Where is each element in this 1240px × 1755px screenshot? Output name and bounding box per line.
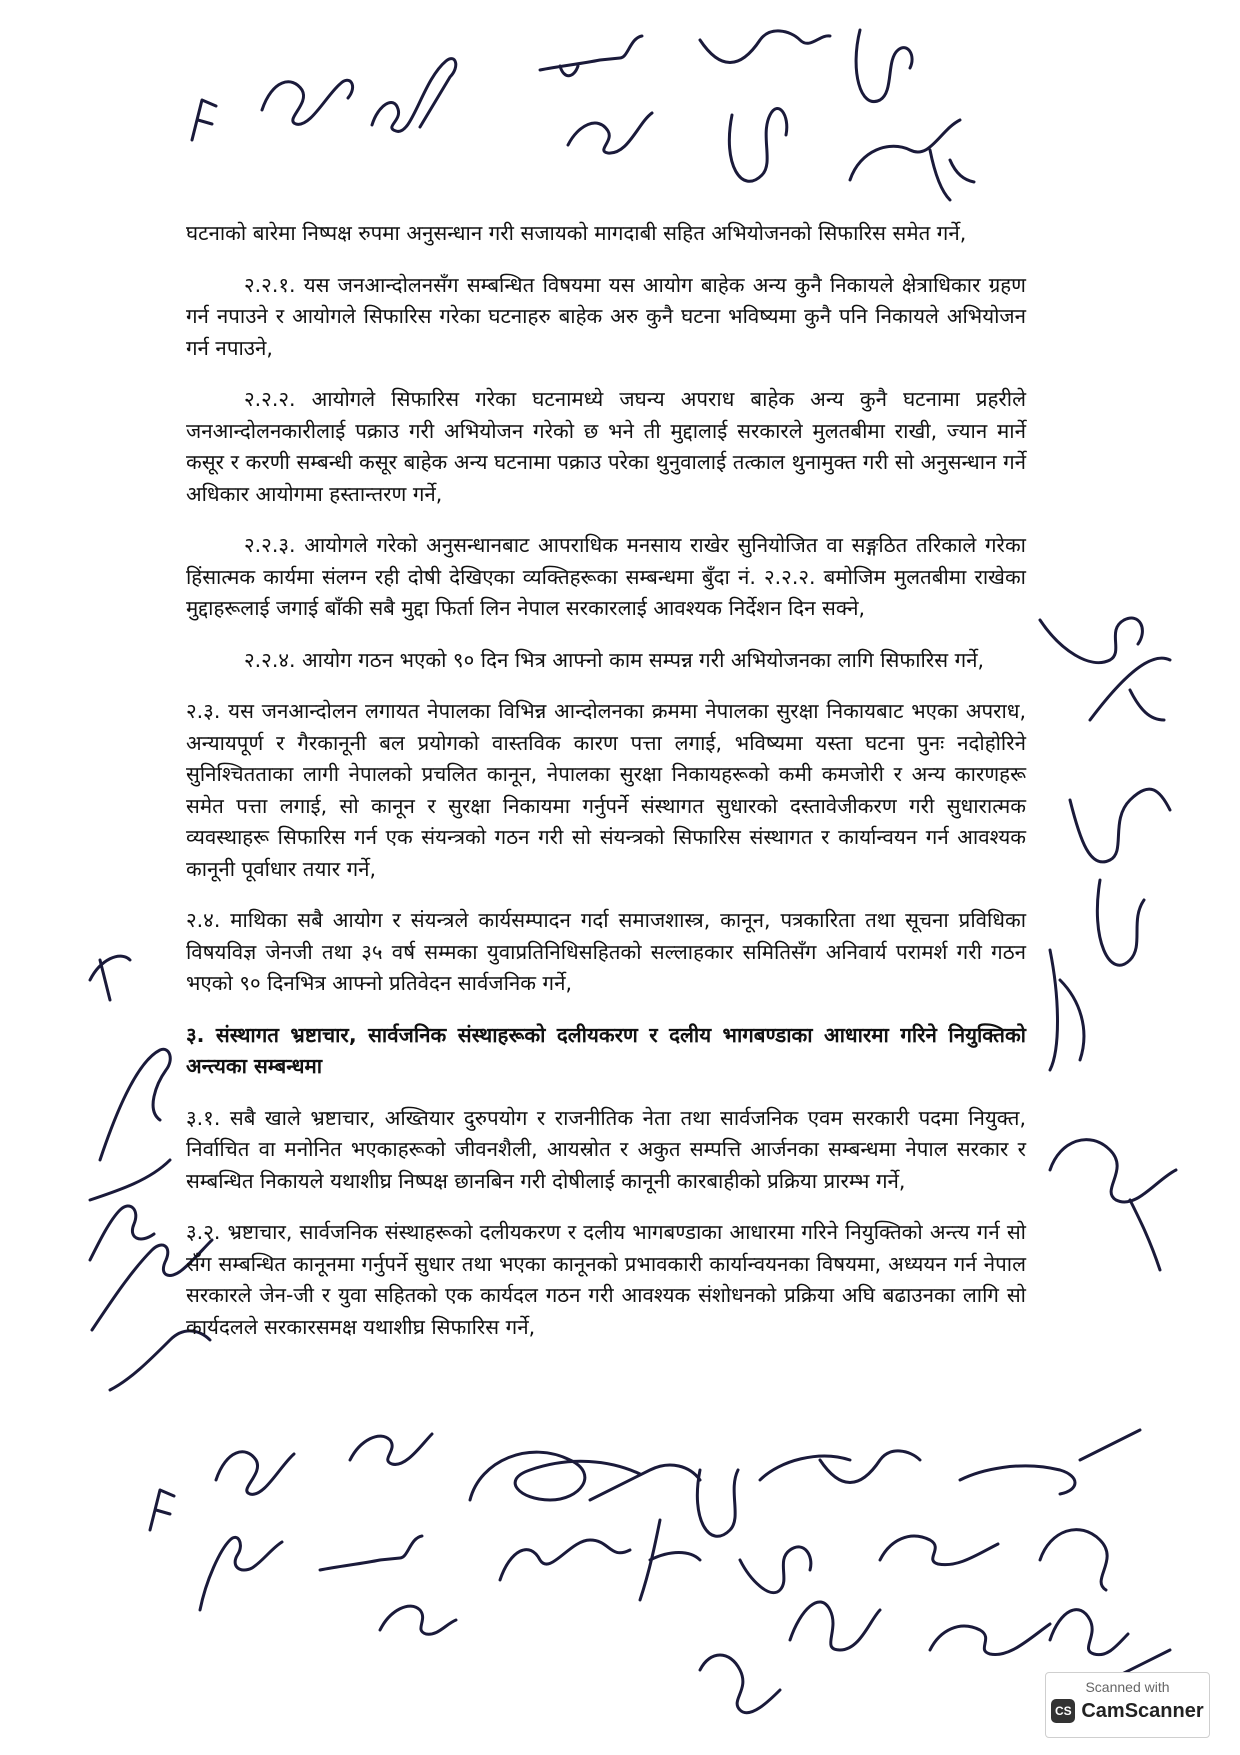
paragraph-3-2: ३.२. भ्रष्टाचार, सार्वजनिक संस्थाहरूको दलीयकरण र दलीय भागबण्डाका आधारमा गरिने नियुक्तिको अन्त्य गर्न सो सँग सम्बन्धित कानूनमा गर्नुपर्ने सुधार तथा भएका कानूनको प्रभावकारी कार्यान्वयनका विषयमा, अध्ययन गर्न नेपाल सरकारले जेन-जी र युवा सहितको एक कार्यदल गठन गरी आवश्यक संशोधनको प्रक्रिया अघि बढाउनका लागि सो कार्यदलले सरकारसमक्ष यथाशीघ्र सिफारिस गर्ने, xyxy=(186,1220,1026,1339)
signature-bottom-3 xyxy=(470,1452,700,1580)
signature-top-5 xyxy=(850,30,974,200)
signature-bottom-4 xyxy=(640,1470,780,1713)
signature-top-3 xyxy=(540,36,652,153)
signature-bottom-5 xyxy=(740,1451,920,1650)
signature-top-4 xyxy=(700,31,830,181)
paragraph-2-2-3: २.२.३. आयोगले गरेको अनुसन्धानबाट आपराधिक मनसाय राखेर सुनियोजित वा सङ्गठित तरिकाले गरेका हिंसात्मक कार्यमा संलग्न रही दोषी देखिएका व्यक्तिहरूका सम्बन्धमा बुँदा नं. २.२.२. बमोजिम मुलतबीमा राखेका मुद्दाहरूलाई जगाई बाँकी सबै मुद्दा फिर्ता लिन नेपाल सरकारलाई आवश्यक निर्देशन दिन सक्ने, xyxy=(186,533,1026,620)
paragraph-continuation: घटनाको बारेमा निष्पक्ष रुपमा अनुसन्धान गरी सजायको मागदाबी सहित अभियोजनको सिफारिस समेत गर्ने, xyxy=(186,221,967,245)
paragraph-3-1: ३.१. सबै खाले भ्रष्टाचार, अख्तियार दुरुपयोग र राजनीतिक नेता तथा सार्वजनिक एवम सरकारी पदमा नियुक्त, निर्वाचित वा मनोनित भएकाहरूको जीवनशैली, आयस्रोत र अकुत सम्पत्ति आर्जनका सम्बन्धमा नेपाल सरकार र सम्बन्धित निकायले यथाशीघ्र निष्पक्ष छानबिन गरी दोषीलाई कानूनी कारबाहीको प्रक्रिया प्रारम्भ गर्ने, xyxy=(186,1105,1026,1193)
camscanner-badge xyxy=(1045,1672,1210,1738)
camscanner-brand-name: CamScanner xyxy=(1081,1699,1204,1722)
paragraph-2-2-2: २.२.२. आयोगले सिफारिस गरेका घटनामध्ये जघन्य अपराध बाहेक अन्य कुनै घटनामा प्रहरीले जनआन्दोलनकारीलाई पक्राउ गरी अभियोजन गरेको छ भने ती मुद्दालाई सरकारले मुलतबीमा राखी, ज्यान मार्ने कसूर र करणी सम्बन्धी कसूर बाहेक अन्य घटनामा पक्राउ परेका थुनुवालाई तत्काल थुनामुक्त गरी सो अनुसन्धान गर्ने अधिकार आयोगमा हस्तान्तरण गर्ने, xyxy=(186,387,1026,506)
signature-top-1 xyxy=(192,80,353,140)
signature-right-2 xyxy=(1050,789,1170,1070)
scanned-with-label: Scanned with xyxy=(1085,1679,1170,1695)
signature-bottom-1 xyxy=(150,1452,294,1610)
signature-right-1 xyxy=(1040,618,1170,720)
signature-bottom-2 xyxy=(320,1434,456,1634)
document-body xyxy=(186,218,1026,1363)
paragraph-2-2-4: २.२.४. आयोग गठन भएको ९० दिन भित्र आफ्नो काम सम्पन्न गरी अभियोजनका लागि सिफारिस गर्ने, xyxy=(244,647,985,672)
camscanner-logo-icon: CS xyxy=(1051,1699,1075,1723)
signature-top-2 xyxy=(372,59,456,132)
paragraph-2-2-1: २.२.१. यस जनआन्दोलनसँग सम्बन्धित विषयमा यस आयोग बाहेक अन्य कुनै निकायले क्षेत्राधिकार ग्रहण गर्न नपाउने र आयोगले सिफारिस गरेका घटनाहरु बाहेक अरु कुनै घटना भविष्यमा कुनै पनि निकायले अभियोजन गर्न नपाउने, xyxy=(186,272,1026,360)
paragraph-2-3: २.३. यस जनआन्दोलन लगायत नेपालका विभिन्न आन्दोलनका क्रममा नेपालका सुरक्षा निकायबाट भएका अपराध, अन्यायपूर्ण र गैरकानूनी बल प्रयोगको वास्तविक कारण पत्ता लगाई, भविष्यमा यस्ता घटना पुनः नदोहोरिने सुनिश्चितताका लागी नेपालको प्रचलित कानून, नेपालका सुरक्षा निकायहरूको कमी कमजोरी र अन्य कारणहरू समेत पत्ता लगाई, सो कानून र सुरक्षा निकायमा गर्नुपर्ने संस्थागत सुधारको दस्तावेजीकरण गरी सुधारात्मक व्यवस्थाहरू सिफारिस गर्न एक संयन्त्रको गठन गरी सो संयन्त्रको सिफारिस संस्थागत र कार्यान्वयन गर्न आवश्यक कानूनी पूर्वाधार तयार गर्ने, xyxy=(186,699,1026,881)
paragraph-2-4: २.४. माथिका सबै आयोग र संयन्त्रले कार्यसम्पादन गर्दा समाजशास्त्र, कानून, पत्रकारिता तथा सूचना प्रविधिका विषयविज्ञ जेनजी तथा ३५ वर्ष सम्मका युवाप्रतिनिधिसहितको सल्लाहकार समितिसँग अनिवार्य परामर्श गरी गठन भएको ९० दिनभित्र आफ्नो प्रतिवेदन सार्वजनिक गर्ने, xyxy=(186,908,1026,995)
signature-left-1 xyxy=(90,956,170,1200)
signature-bottom-6 xyxy=(880,1466,1075,1655)
section-3-heading: ३. संस्थागत भ्रष्टाचार, सार्वजनिक संस्थाहरूको दलीयकरण र दलीय भागबण्डाका आधारमा गरिने नियुक्तिको अन्त्यका सम्बन्धमा xyxy=(186,1022,1026,1078)
signature-bottom-7 xyxy=(1040,1430,1170,1680)
camscanner-brand xyxy=(1046,1699,1209,1723)
signature-right-3 xyxy=(1050,1140,1176,1270)
